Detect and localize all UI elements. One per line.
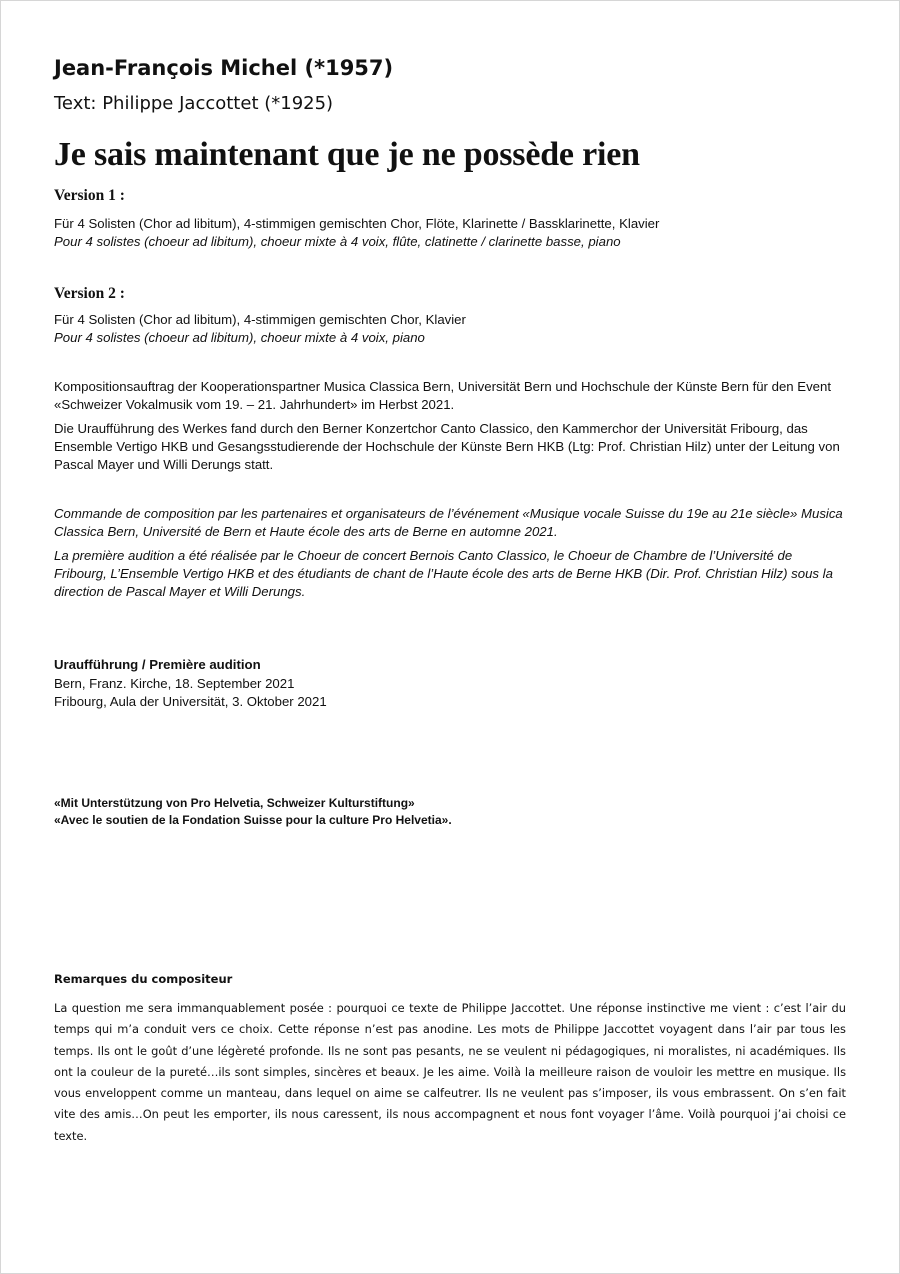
remarks-text: La question me sera immanquablement posée : pourquoi ce texte de Philippe Jaccottet. Une réponse instinctive me vient : c’est l’air du temps qui m’a conduit vers ce choix. Cette réponse n’est pas anodine. Les mots de Philippe Jaccottet voyagent dans l’air par tous les temps. Ils ont le goût d’une légèreté profonde. Ils ne sont pas pesants, ne se veulent ni pédagogiques, ni moralistes, ni académiques. Ils ont la couleur de la pureté…ils sont simples, sincères et beaux. Je les aime. Voilà la meilleure raison de vouloir les mettre en musique. Ils vous enveloppent comme un manteau, dans lequel on aime se calfeutrer. Ils ne veulent pas s’imposer, ils vous embrassent. On s’en fait vite des amis…On peut les emporter, ils nous caressent, ils nous accompagnent et nous font voyager l’âme. Voilà pourquoi j’ai choisi ce texte. <box>54 1001 846 1143</box>
composer-name: Jean-François Michel (*1957) <box>54 56 394 80</box>
premiere-line-fribourg: Fribourg, Aula der Universität, 3. Oktober 2021 <box>54 694 327 709</box>
commission-fr-paragraph: Commande de composition par les partenaires et organisateurs de l’événement «Musique vocale Suisse du 19e au 21e siècle» Musica Classica Bern, Université de Bern et Haute école des arts de Berne en automne 2021. <box>54 506 843 539</box>
support-note-fr: «Avec le soutien de la Fondation Suisse pour la culture Pro Helvetia». <box>54 813 452 827</box>
version-2-label: Version 2 : <box>54 285 125 302</box>
premiere-line-bern: Bern, Franz. Kirche, 18. September 2021 <box>54 676 295 691</box>
premiere-fr-paragraph: La première audition a été réalisée par le Choeur de concert Bernois Canto Classico, le Choeur de Chambre de l’Université de Fribourg, L’Ensemble Vertigo HKB et des étudiants de chant de l’Haute école des arts de Berne HKB (Dir. Prof. Christian Hilz) sous la direction de Pascal Mayer et Willi Derungs. <box>54 548 833 599</box>
remarks-heading: Remarques du compositeur <box>54 972 233 986</box>
version-1-instrumentation-de: Für 4 Solisten (Chor ad libitum), 4-stimmigen gemischten Chor, Flöte, Klarinette / Bassklarinette, Klavier <box>54 216 660 231</box>
premiere-de-paragraph: Die Uraufführung des Werkes fand durch den Berner Konzertchor Canto Classico, den Kammerchor der Universität Fribourg, das Ensemble Vertigo HKB und Gesangsstudierende der Hochschule der Künste Bern HKB (Ltg: Prof. Christian Hilz) unter der Leitung von Pascal Mayer und Willi Derungs statt. <box>54 421 840 472</box>
page-title: Je sais maintenant que je ne possède rien <box>54 136 640 173</box>
commission-de-paragraph: Kompositionsauftrag der Kooperationspartner Musica Classica Bern, Universität Bern und Hochschule der Künste Bern für den Event «Schweizer Vokalmusik vom 19. – 21. Jahrhundert» im Herbst 2021. <box>54 379 832 412</box>
version-1-label: Version 1 : <box>54 187 125 204</box>
text-author: Text: Philippe Jaccottet (*1925) <box>54 93 334 114</box>
version-2-instrumentation-de: Für 4 Solisten (Chor ad libitum), 4-stimmigen gemischten Chor, Klavier <box>54 312 466 327</box>
premiere-heading: Uraufführung / Première audition <box>54 657 261 672</box>
version-2-instrumentation-fr: Pour 4 solistes (choeur ad libitum), choeur mixte à 4 voix, piano <box>54 330 425 345</box>
version-1-instrumentation-fr: Pour 4 solistes (choeur ad libitum), choeur mixte à 4 voix, flûte, clatinette / clarinette basse, piano <box>54 234 621 249</box>
support-note-de: «Mit Unterstützung von Pro Helvetia, Schweizer Kulturstiftung» <box>54 796 415 810</box>
